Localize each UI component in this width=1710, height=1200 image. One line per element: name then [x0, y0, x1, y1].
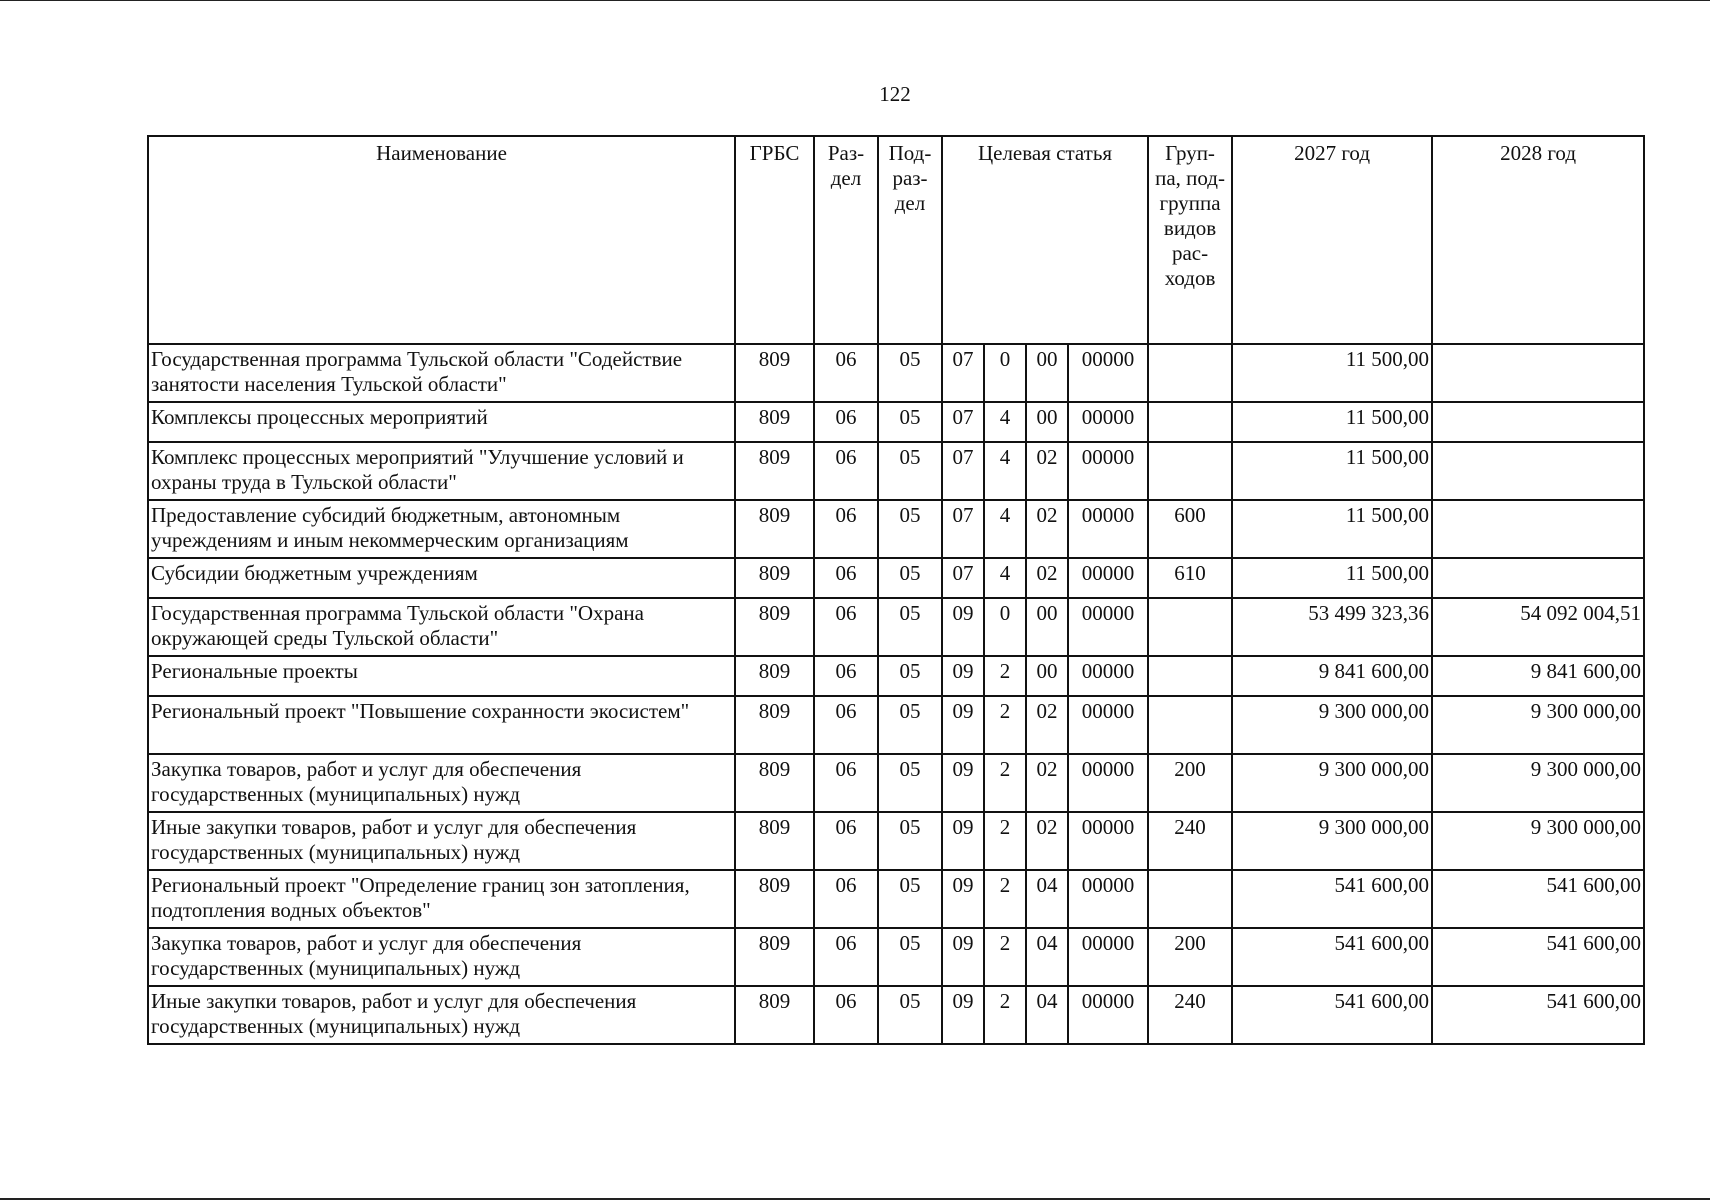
row-target-direction: 00000 — [1068, 986, 1148, 1044]
row-target-element: 04 — [1026, 928, 1068, 986]
row-target-direction: 00000 — [1068, 870, 1148, 928]
row-target-program: 09 — [942, 754, 984, 812]
row-expense-group — [1148, 870, 1232, 928]
row-grbs: 809 — [735, 812, 814, 870]
row-target-type: 2 — [984, 656, 1026, 696]
row-target-direction: 00000 — [1068, 558, 1148, 598]
header-target-article: Целевая статья — [942, 136, 1148, 344]
row-amount-2028: 9 300 000,00 — [1432, 754, 1644, 812]
row-target-type: 2 — [984, 754, 1026, 812]
row-target-direction: 00000 — [1068, 696, 1148, 754]
row-target-type: 4 — [984, 402, 1026, 442]
row-name: Иные закупки товаров, работ и услуг для обеспечения государственных (муниципальных) нужд — [148, 986, 735, 1044]
header-year-2027: 2027 год — [1232, 136, 1432, 344]
row-amount-2028 — [1432, 344, 1644, 402]
row-expense-group — [1148, 656, 1232, 696]
row-target-element: 02 — [1026, 500, 1068, 558]
row-podrazdel: 05 — [878, 754, 942, 812]
row-razdel: 06 — [814, 500, 878, 558]
row-expense-group — [1148, 402, 1232, 442]
page-number: 122 — [879, 82, 911, 106]
table-row — [148, 558, 1644, 598]
row-amount-2027: 9 300 000,00 — [1232, 812, 1432, 870]
row-podrazdel: 05 — [878, 656, 942, 696]
header-razdel: Раз- дел — [814, 136, 878, 344]
header-year-2028: 2028 год — [1432, 136, 1644, 344]
row-expense-group: 240 — [1148, 812, 1232, 870]
header-row — [148, 136, 1644, 344]
row-name: Государственная программа Тульской области "Содействие занятости населения Тульской области" — [148, 344, 735, 402]
row-target-type: 2 — [984, 928, 1026, 986]
row-expense-group — [1148, 696, 1232, 754]
row-target-type: 2 — [984, 870, 1026, 928]
row-name: Региональный проект "Определение границ зон затопления, подтопления водных объектов" — [148, 870, 735, 928]
row-expense-group — [1148, 344, 1232, 402]
row-amount-2027: 541 600,00 — [1232, 870, 1432, 928]
row-razdel: 06 — [814, 754, 878, 812]
row-name: Комплекс процессных мероприятий "Улучшение условий и охраны труда в Тульской области" — [148, 442, 735, 500]
row-target-program: 07 — [942, 344, 984, 402]
row-grbs: 809 — [735, 870, 814, 928]
row-target-direction: 00000 — [1068, 402, 1148, 442]
row-target-element: 02 — [1026, 696, 1068, 754]
row-name: Государственная программа Тульской области "Охрана окружающей среды Тульской области" — [148, 598, 735, 656]
row-podrazdel: 05 — [878, 870, 942, 928]
row-amount-2028 — [1432, 558, 1644, 598]
row-amount-2027: 541 600,00 — [1232, 986, 1432, 1044]
row-amount-2027: 11 500,00 — [1232, 442, 1432, 500]
row-amount-2027: 9 300 000,00 — [1232, 754, 1432, 812]
header-podrazdel: Под- раз- дел — [878, 136, 942, 344]
row-target-program: 09 — [942, 656, 984, 696]
row-target-direction: 00000 — [1068, 754, 1148, 812]
table-header — [148, 136, 1644, 344]
table-row — [148, 344, 1644, 402]
row-target-direction: 00000 — [1068, 812, 1148, 870]
row-target-direction: 00000 — [1068, 500, 1148, 558]
table-row — [148, 442, 1644, 500]
page-top-edge — [0, 0, 1710, 1]
row-amount-2028 — [1432, 500, 1644, 558]
row-grbs: 809 — [735, 986, 814, 1044]
row-target-element: 02 — [1026, 812, 1068, 870]
header-expense-group: Груп- па, под- группа видов рас- ходов — [1148, 136, 1232, 344]
row-target-type: 4 — [984, 442, 1026, 500]
row-target-type: 4 — [984, 558, 1026, 598]
row-podrazdel: 05 — [878, 558, 942, 598]
row-name: Комплексы процессных мероприятий — [148, 402, 735, 442]
row-grbs: 809 — [735, 696, 814, 754]
row-target-type: 4 — [984, 500, 1026, 558]
row-amount-2028: 9 841 600,00 — [1432, 656, 1644, 696]
row-target-program: 09 — [942, 986, 984, 1044]
row-expense-group — [1148, 442, 1232, 500]
table-row — [148, 986, 1644, 1044]
row-razdel: 06 — [814, 812, 878, 870]
row-amount-2027: 9 841 600,00 — [1232, 656, 1432, 696]
row-target-element: 02 — [1026, 558, 1068, 598]
row-podrazdel: 05 — [878, 598, 942, 656]
row-amount-2028: 541 600,00 — [1432, 870, 1644, 928]
row-expense-group: 610 — [1148, 558, 1232, 598]
row-amount-2028 — [1432, 402, 1644, 442]
row-amount-2027: 53 499 323,36 — [1232, 598, 1432, 656]
row-target-type: 2 — [984, 812, 1026, 870]
row-expense-group: 200 — [1148, 928, 1232, 986]
row-amount-2028: 9 300 000,00 — [1432, 696, 1644, 754]
row-target-element: 00 — [1026, 402, 1068, 442]
row-name: Субсидии бюджетным учреждениям — [148, 558, 735, 598]
row-amount-2028: 54 092 004,51 — [1432, 598, 1644, 656]
row-grbs: 809 — [735, 344, 814, 402]
row-target-element: 02 — [1026, 754, 1068, 812]
header-name: Наименование — [148, 136, 735, 344]
row-grbs: 809 — [735, 754, 814, 812]
row-grbs: 809 — [735, 402, 814, 442]
row-podrazdel: 05 — [878, 696, 942, 754]
row-grbs: 809 — [735, 558, 814, 598]
row-amount-2027: 11 500,00 — [1232, 558, 1432, 598]
table-row — [148, 754, 1644, 812]
row-amount-2028 — [1432, 442, 1644, 500]
row-name: Иные закупки товаров, работ и услуг для обеспечения государственных (муниципальных) нужд — [148, 812, 735, 870]
row-target-type: 0 — [984, 344, 1026, 402]
row-name: Закупка товаров, работ и услуг для обеспечения государственных (муниципальных) нужд — [148, 754, 735, 812]
row-razdel: 06 — [814, 928, 878, 986]
table-body — [148, 344, 1644, 1044]
row-target-program: 07 — [942, 500, 984, 558]
row-target-direction: 00000 — [1068, 344, 1148, 402]
row-target-program: 09 — [942, 598, 984, 656]
row-target-program: 07 — [942, 558, 984, 598]
row-name: Предоставление субсидий бюджетным, автономным учреждениям и иным некоммерческим организациям — [148, 500, 735, 558]
row-amount-2027: 11 500,00 — [1232, 402, 1432, 442]
table-row — [148, 500, 1644, 558]
row-razdel: 06 — [814, 442, 878, 500]
row-target-element: 00 — [1026, 344, 1068, 402]
row-target-element: 00 — [1026, 598, 1068, 656]
table-row — [148, 696, 1644, 754]
row-target-element: 00 — [1026, 656, 1068, 696]
row-target-program: 09 — [942, 928, 984, 986]
row-target-direction: 00000 — [1068, 928, 1148, 986]
row-target-direction: 00000 — [1068, 656, 1148, 696]
row-razdel: 06 — [814, 696, 878, 754]
row-target-type: 0 — [984, 598, 1026, 656]
row-target-direction: 00000 — [1068, 442, 1148, 500]
row-podrazdel: 05 — [878, 402, 942, 442]
row-amount-2027: 11 500,00 — [1232, 344, 1432, 402]
row-target-program: 09 — [942, 870, 984, 928]
row-razdel: 06 — [814, 986, 878, 1044]
row-target-program: 09 — [942, 812, 984, 870]
row-amount-2027: 541 600,00 — [1232, 928, 1432, 986]
row-expense-group — [1148, 598, 1232, 656]
row-expense-group: 240 — [1148, 986, 1232, 1044]
row-amount-2027: 9 300 000,00 — [1232, 696, 1432, 754]
row-target-program: 07 — [942, 442, 984, 500]
row-grbs: 809 — [735, 598, 814, 656]
row-target-type: 2 — [984, 696, 1026, 754]
row-target-program: 09 — [942, 696, 984, 754]
budget-table — [147, 135, 1645, 1045]
row-razdel: 06 — [814, 558, 878, 598]
row-razdel: 06 — [814, 870, 878, 928]
row-target-direction: 00000 — [1068, 598, 1148, 656]
row-razdel: 06 — [814, 344, 878, 402]
row-podrazdel: 05 — [878, 928, 942, 986]
row-amount-2027: 11 500,00 — [1232, 500, 1432, 558]
row-name: Региональные проекты — [148, 656, 735, 696]
row-name: Закупка товаров, работ и услуг для обеспечения государственных (муниципальных) нужд — [148, 928, 735, 986]
row-target-type: 2 — [984, 986, 1026, 1044]
row-podrazdel: 05 — [878, 344, 942, 402]
row-target-program: 07 — [942, 402, 984, 442]
table-row — [148, 402, 1644, 442]
row-name: Региональный проект "Повышение сохранности экосистем" — [148, 696, 735, 754]
row-podrazdel: 05 — [878, 442, 942, 500]
row-amount-2028: 541 600,00 — [1432, 986, 1644, 1044]
row-grbs: 809 — [735, 928, 814, 986]
table-row — [148, 812, 1644, 870]
row-grbs: 809 — [735, 500, 814, 558]
row-target-element: 04 — [1026, 870, 1068, 928]
row-grbs: 809 — [735, 442, 814, 500]
row-target-element: 04 — [1026, 986, 1068, 1044]
row-razdel: 06 — [814, 598, 878, 656]
row-podrazdel: 05 — [878, 812, 942, 870]
row-grbs: 809 — [735, 656, 814, 696]
row-razdel: 06 — [814, 656, 878, 696]
row-razdel: 06 — [814, 402, 878, 442]
table-row — [148, 656, 1644, 696]
header-grbs: ГРБС — [735, 136, 814, 344]
table-row — [148, 928, 1644, 986]
row-podrazdel: 05 — [878, 500, 942, 558]
table-row — [148, 598, 1644, 656]
row-expense-group: 600 — [1148, 500, 1232, 558]
row-amount-2028: 9 300 000,00 — [1432, 812, 1644, 870]
row-amount-2028: 541 600,00 — [1432, 928, 1644, 986]
row-expense-group: 200 — [1148, 754, 1232, 812]
table-row — [148, 870, 1644, 928]
row-podrazdel: 05 — [878, 986, 942, 1044]
row-target-element: 02 — [1026, 442, 1068, 500]
